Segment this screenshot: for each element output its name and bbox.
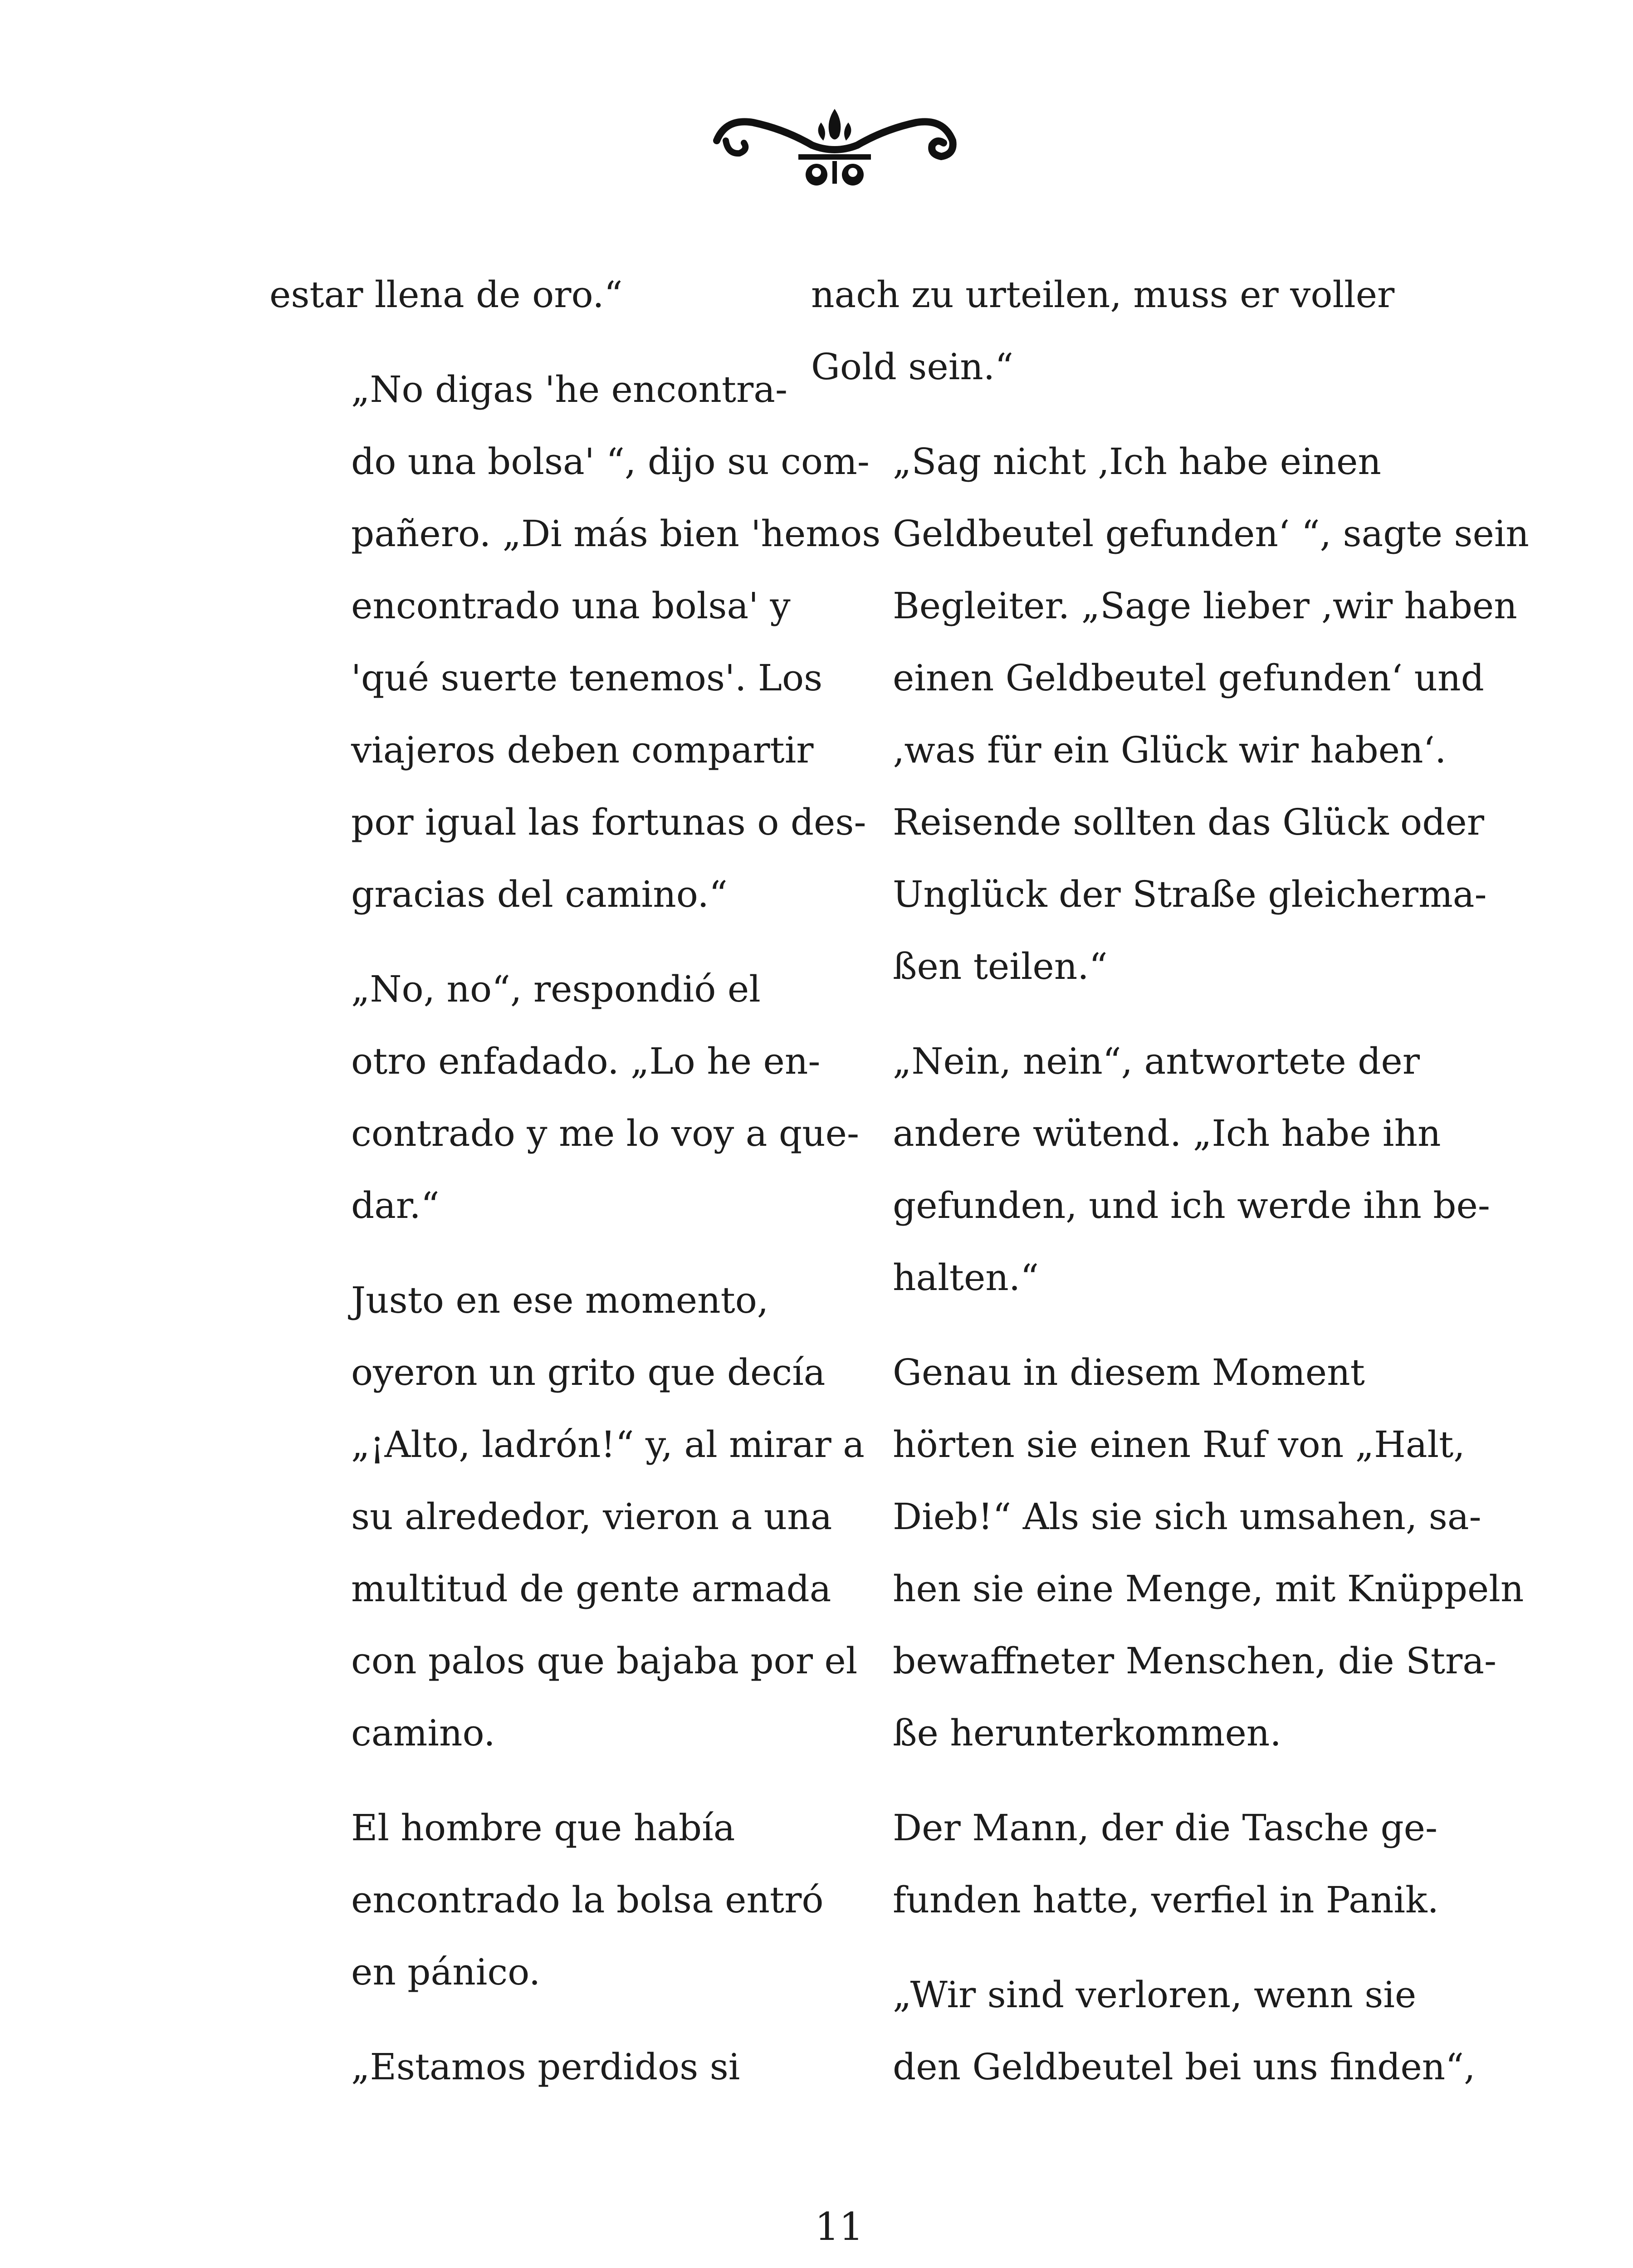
german-paragraph xyxy=(811,1336,1524,1769)
german-text-line: „Sag nicht ‚Ich habe einen xyxy=(893,440,1381,483)
page-number: 11 xyxy=(815,2204,864,2249)
spanish-text-line: 'qué suerte tenemos'. Los xyxy=(351,657,823,699)
german-text-line: Begleiter. „Sage lieber ‚wir haben xyxy=(893,585,1517,627)
spanish-paragraph xyxy=(269,259,768,331)
german-text-line: ße herunterkommen. xyxy=(893,1712,1281,1754)
spanish-text-line: „No digas 'he encontra- xyxy=(351,368,787,411)
german-text-line: „Wir sind verloren, wenn sie xyxy=(893,1974,1417,2016)
spanish-text-line: encontrado la bolsa entró xyxy=(351,1879,824,1921)
spanish-text-line: El hombre que había xyxy=(351,1807,735,1849)
german-paragraph xyxy=(811,1792,1439,1936)
spanish-text-line: su alrededor, vieron a una xyxy=(351,1496,832,1538)
german-paragraph xyxy=(811,1025,1490,1314)
spanish-paragraph xyxy=(269,2031,768,2103)
spanish-column xyxy=(269,259,881,2126)
spanish-text-line: „No, no“, respondió el xyxy=(351,968,761,1010)
spanish-text-line: oyeron un grito que decía xyxy=(351,1351,826,1393)
german-text-line: Der Mann, der die Tasche ge- xyxy=(893,1807,1438,1849)
german-text-line: hen sie eine Menge, mit Knüppeln xyxy=(893,1568,1524,1610)
spanish-text-line: viajeros deben compartir xyxy=(351,729,814,771)
spanish-text-line: multitud de gente armada xyxy=(351,1568,831,1610)
german-paragraph xyxy=(811,425,1529,1002)
spanish-text-line: encontrado una bolsa' y xyxy=(351,585,791,627)
flourish-ornament-icon xyxy=(708,104,962,195)
german-text-line: nach zu urteilen, muss er voller xyxy=(811,274,1395,316)
spanish-text-line: „¡Alto, ladrón!“ y, al mirar a xyxy=(351,1423,865,1466)
german-paragraph xyxy=(811,1959,1476,2103)
german-text-line: andere wütend. „Ich habe ihn xyxy=(893,1112,1441,1154)
spanish-text-line: contrado y me lo voy a que- xyxy=(351,1112,860,1154)
spanish-text-line: gracias del camino.“ xyxy=(351,873,728,915)
german-text-line: gefunden, und ich werde ihn be- xyxy=(893,1184,1490,1227)
german-text-line: Gold sein.“ xyxy=(811,346,1014,388)
german-text-line: Genau in diesem Moment xyxy=(893,1351,1365,1393)
spanish-text-line: camino. xyxy=(351,1712,495,1754)
german-text-line: „Nein, nein“, antwortete der xyxy=(893,1040,1420,1082)
spanish-text-line: con palos que bajaba por el xyxy=(351,1640,858,1682)
german-text-line: funden hatte, verfiel in Panik. xyxy=(893,1879,1439,1921)
german-text-line: ßen teilen.“ xyxy=(893,945,1108,987)
spanish-text-line: por igual las fortunas o des- xyxy=(351,801,866,843)
german-text-line: Reisende sollten das Glück oder xyxy=(893,801,1484,843)
german-text-line: einen Geldbeutel gefunden‘ und xyxy=(893,657,1484,699)
spanish-text-line: dar.“ xyxy=(351,1184,440,1227)
german-text-line: Unglück der Straße gleicherma- xyxy=(893,873,1487,915)
spanish-text-line: otro enfadado. „Lo he en- xyxy=(351,1040,821,1082)
german-text-line: Dieb!“ Als sie sich umsahen, sa- xyxy=(893,1496,1481,1538)
spanish-text-line: „Estamos perdidos si xyxy=(351,2046,740,2088)
german-text-line: bewaffneter Menschen, die Stra- xyxy=(893,1640,1496,1682)
spanish-paragraph xyxy=(269,953,860,1242)
german-column xyxy=(811,259,1529,2126)
german-text-line: hörten sie einen Ruf von „Halt, xyxy=(893,1423,1465,1466)
flourish-footer-icon xyxy=(751,2248,923,2268)
german-text-line: ‚was für ein Glück wir haben‘. xyxy=(893,729,1447,771)
spanish-text-line: do una bolsa' “, dijo su com- xyxy=(351,440,870,483)
spanish-paragraph xyxy=(269,1264,865,1769)
german-text-line: den Geldbeutel bei uns finden“, xyxy=(893,2046,1476,2088)
spanish-text-line: pañero. „Di más bien 'hemos xyxy=(351,513,881,555)
spanish-text-line: en pánico. xyxy=(351,1951,541,1993)
spanish-text-line: estar llena de oro.“ xyxy=(269,274,623,316)
german-paragraph xyxy=(811,259,1414,403)
german-text-line: halten.“ xyxy=(893,1256,1039,1299)
spanish-paragraph xyxy=(269,1792,824,2008)
spanish-paragraph xyxy=(269,353,881,930)
spanish-text-line: Justo en ese momento, xyxy=(351,1279,769,1321)
german-text-line: Geldbeutel gefunden‘ “, sagte sein xyxy=(893,513,1529,555)
